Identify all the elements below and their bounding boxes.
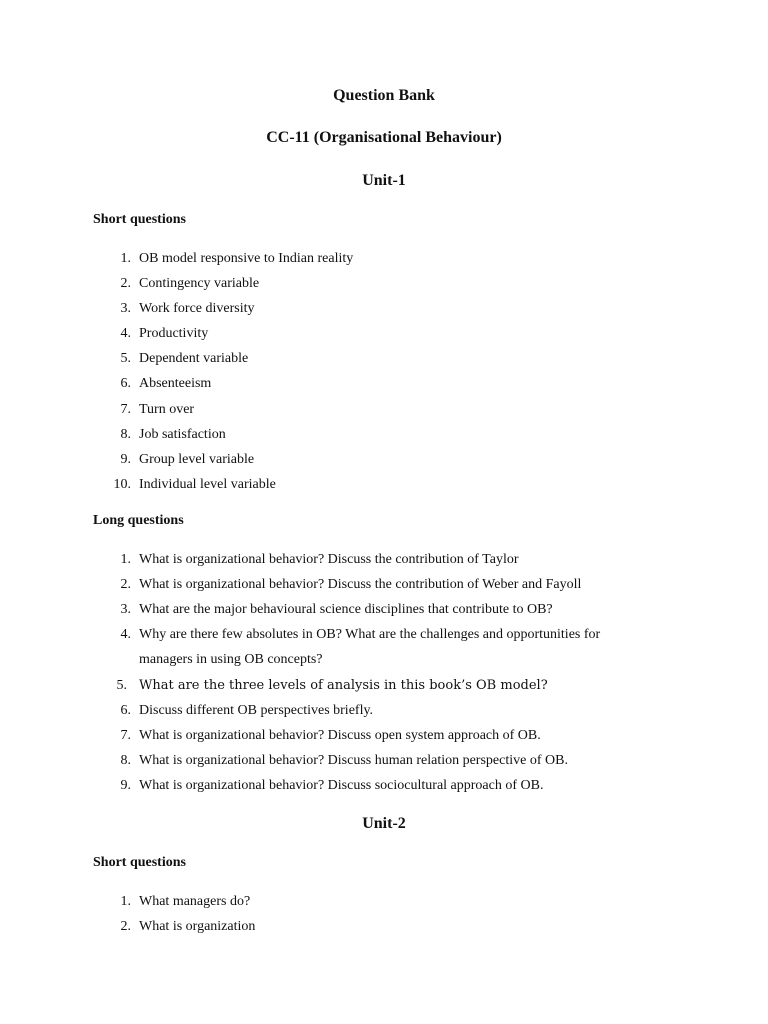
item-number: 5. [120,351,131,366]
item-text: What is organizational behavior? Discuss human relation perspective of OB. [139,753,568,768]
item-number: 8. [120,427,131,442]
item-number: 9. [120,778,131,793]
item-text: What are the three levels of analysis in this book’s OB model? [139,678,548,693]
item-number: 9. [120,452,131,467]
item-text: Absenteeism [139,376,212,391]
item-text: Productivity [139,326,209,341]
item-text: What is organizational behavior? Discuss sociocultural approach of OB. [139,778,544,793]
item-text: Work force diversity [139,301,255,316]
item-text: Individual level variable [139,477,276,492]
item-number: 6. [120,703,131,718]
item-number: 3. [120,301,131,316]
item-text: Dependent variable [139,351,249,366]
unit-heading: Unit-2 [362,815,406,832]
course-title: CC-11 (Organisational Behaviour) [266,129,502,146]
item-text: Why are there few absolutes in OB? What are the challenges and opportunities for [139,627,601,642]
item-text: Contingency variable [139,276,260,291]
item-text: Group level variable [139,452,255,467]
item-text: Job satisfaction [139,427,226,442]
item-number: 2. [120,577,131,592]
item-text: What is organization [139,919,256,934]
item-text: What managers do? [139,894,251,909]
item-number: 4. [120,326,131,341]
item-number: 4. [120,627,131,642]
document-title: Question Bank [333,87,435,104]
unit-heading: Unit-1 [362,172,406,189]
item-text: What is organizational behavior? Discuss the contribution of Taylor [139,552,519,567]
item-text: managers in using OB concepts? [139,652,323,667]
item-number: 7. [120,728,131,743]
section-label-short-questions: Short questions [93,855,186,870]
item-number: 1. [120,894,131,909]
item-number: 7. [120,402,131,417]
item-number: 1. [120,552,131,567]
item-text: What is organizational behavior? Discuss open system approach of OB. [139,728,541,743]
item-number: 10. [113,477,131,492]
item-number: 3. [120,602,131,617]
section-label-long-questions: Long questions [93,513,184,528]
item-number: 1. [120,251,131,266]
item-number: 2. [120,919,131,934]
item-text: Discuss different OB perspectives briefly. [139,703,374,718]
item-number: 6. [120,376,131,391]
item-number: 8. [120,753,131,768]
item-number: 2. [120,276,131,291]
item-number: 5. [116,678,127,693]
section-label-short-questions: Short questions [93,212,186,227]
item-text: What is organizational behavior? Discuss the contribution of Weber and Fayoll [139,577,582,592]
item-text: OB model responsive to Indian reality [139,251,354,266]
item-text: What are the major behavioural science disciplines that contribute to OB? [139,602,553,617]
item-text: Turn over [139,402,195,417]
